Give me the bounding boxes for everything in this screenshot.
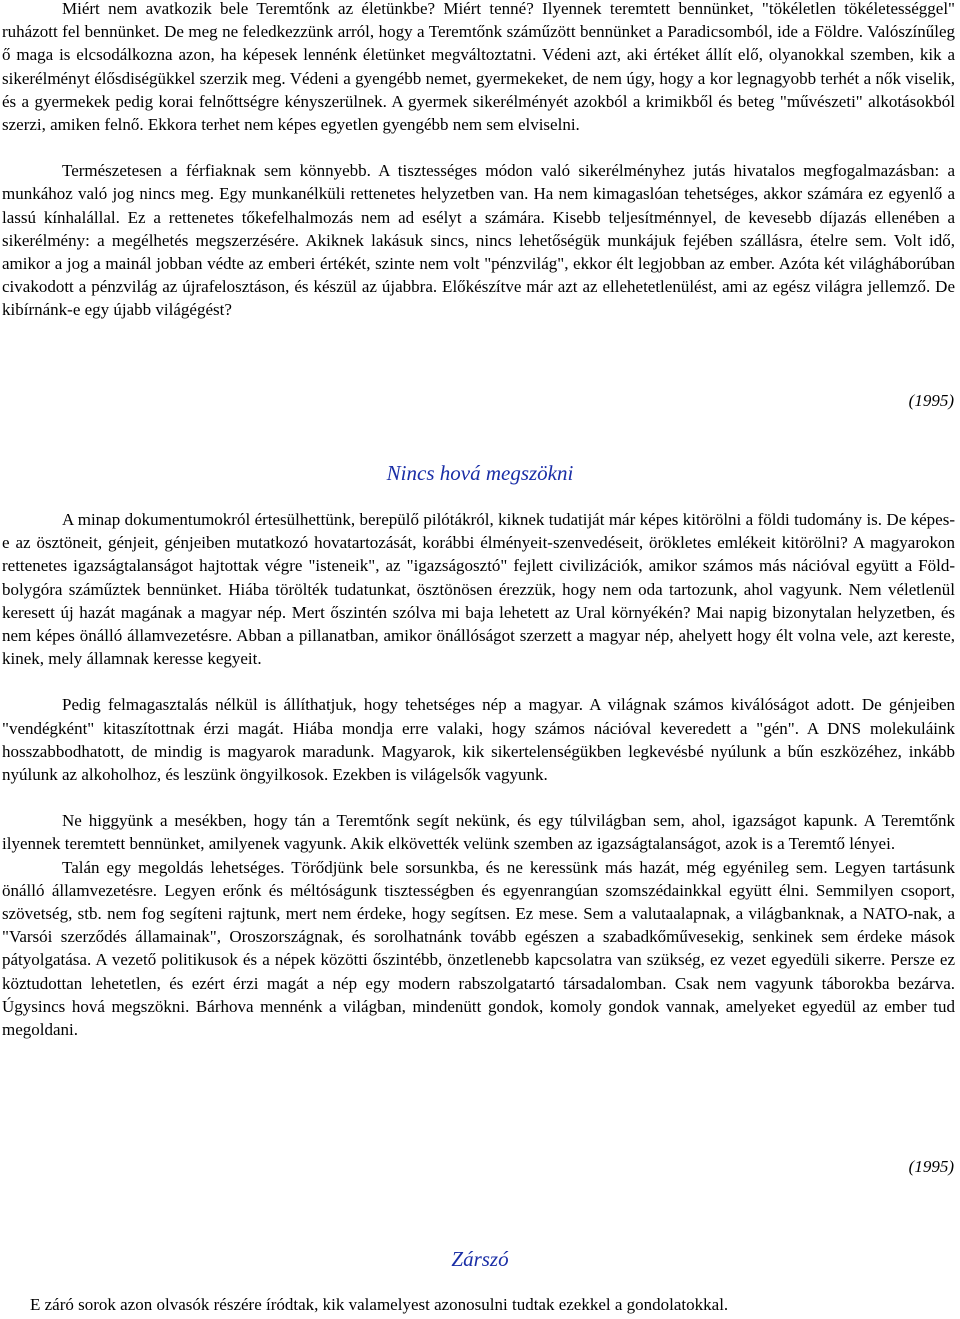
closing-text: E záró sorok azon olvasók részére íródtak, kik valamelyest azonosulni tudtak ezekkel a gondolatokkal. (30, 1295, 729, 1314)
year-label: (1995) (908, 1157, 954, 1176)
section-title: Nincs hová megszökni (386, 461, 574, 485)
year-label: (1995) (908, 391, 954, 410)
paragraph: Pedig felmagasztalás nélkül is állíthatjuk, hogy tehetséges nép a magyar. A világnak számos kiválóságot adott. De génjeiben "vendégként" kitaszítottnak érzi magát. Hiába mondja erre valaki, hogy számos nációval keveredett a "gén". A DNS molekuláink hosszabbodhatott, de mindig is magyarok maradunk. Magyarok, kik sikertelenségükben legkevésbé nyúlunk a bűn eszközéhez, inkább nyúlunk az alkoholhoz, és leszünk öngyilkosok. Ezekben is világelsők vagyunk. (2, 695, 955, 785)
text-block-1 (2, 0, 955, 322)
paragraph: Miért nem avatkozik bele Teremtőnk az életünkbe? Miért tenné? Ilyennek teremtett bennünket, "tökéletlen tökéletességgel" ruházott fel bennünket. De meg ne feledkezzünk arról, hogy a Teremtőnk száműzött bennünket a Paradicsomból, ide a Földre. Valószínűleg ő maga is elcsodálkozna azon, ha képesek lennénk életünket megváltoztatni. Védeni azt, aki értéket állít elő, olyanokkal szemben, kik a sikerélményt élősdiségükkel szerzik meg. Védeni a gyengébb nemet, gyermekeket, de nem úgy, hogy a kor legnagyobb terhét a nők viselik, és a gyermekek pedig korai felnőttségre kényszerülnek. A gyermek sikerélményét azokból a krimikből és beteg "művészeti" alkotásokból szerzi, amiken felnő. Ekkora terhet nem képes egyetlen gyengébb nem sem elviselni. (2, 0, 955, 135)
paragraph: A minap dokumentumokról értesülhettünk, berepülő pilótákról, kiknek tudatiját már képes kitörölni a földi tudomány is. De képes-e az ösztöneit, génjeit, génjeiben mutatkozó hovatartozását, korábbi élményeit-szenvedéseit, örökletes emlékeit kitörölni? A magyarokon rettenetes igazságtalanságot hajtottak végre "isteneik", az "igazságosztó" fejlett civilizációk, amikor számos más nációval együtt a Föld-bolygóra száműztek bennünket. Hiába törölték tudatunkat, ösztönösen érezzük, hogy nem oda tartozunk, ahol vagyunk. Nem véletlenül keresett új hazát magának a magyar nép. Mert őszintén szólva mi baja lehetett az Ural környékén? Mai napig bizonytalan helyzetben, és nem képes önálló államvezetésre. Abban a pillanatban, amikor önállóságot szerzett a magyar nép, ahelyett hogy élt volna vele, azt kereste, kinek, mely államnak keresse kegyeit. (2, 510, 955, 669)
text-block-2 (2, 508, 955, 1041)
section-title: Zárszó (451, 1247, 509, 1271)
paragraph: Természetesen a férfiaknak sem könnyebb. A tisztességes módon való sikerélményhez jutás hivatalos megfogalmazásban: a munkához való jog nincs meg. Egy munkanélküli rettenetes helyzetben van. Ha nem kimagaslóan tehetséges, akkor számára ez egyenlő a lassú kínhalállal. Ez a rettenetes tőkefelhalmozás nem ad esélyt a számára. Kisebb teljesítménnyel, de kevesebb díjazás ellenében a sikerélmény: a megélhetés megszerzésére. Akiknek lakásuk sincs, nincs lehetőségük munkájuk fejében szállásra, ételre sem. Volt idő, amikor a jog a mainál jobban védte az emberi értékét, szinte nem volt "pénzvilág", ekkor élt legjobban az ember. Azóta két világháborúban civakodott a pénzvilág az újrafelosztáson, és készül az újabbra. Előkészítve már azt az ellehetetlenülést, ami az egész világra jellemző. De kibírnánk-e egy újabb világégést? (2, 161, 955, 320)
paragraph: Ne higgyünk a mesékben, hogy tán a Teremtőnk segít nekünk, és egy túlvilágban sem, ahol, igazságot kapunk. A Teremtőnk ilyennek teremtett bennünket, amilyenek vagyunk. Akik elkövették velünk szemben az igazságtalanságot, azok is a Teremtő lényei. (2, 811, 955, 854)
paragraph: Talán egy megoldás lehetséges. Törődjünk bele sorsunkba, és ne keressünk más hazát, még egyénileg sem. Legyen tartásunk önálló államvezetésre. Legyen erőnk és méltóságunk tisztességben és egyenrangúan szomszédainkkal együtt élni. Semmilyen csoport, szövetség, stb. nem fog segíteni rajtunk, mert nem érdeke, hogy segítsen. Ez mese. Sem a valutaalapnak, a világbanknak, a NATO-nak, a "Varsói szerződés államainak", Oroszországnak, és sorolhatnánk tovább egészen a szabadkőművesekig, senkinek sem érdeke mások pátyolgatása. A vezető politikusok és a népek közötti őszintébb, önzetlenebb kapcsolatra van szükség, ez vezet egyedüli sikerre. Persze ez köztudottan lehetetlen, és ezért érzi magát a nép egy modern rabszolgatartó társadalomban. Csak nem vagyunk táborokba bezárva. Úgysincs hová megszökni. Bárhova mennénk a világban, mindenütt gondok, komoly gondok vannak, amelyeket egyedül az ember tud megoldani. (2, 857, 955, 1040)
